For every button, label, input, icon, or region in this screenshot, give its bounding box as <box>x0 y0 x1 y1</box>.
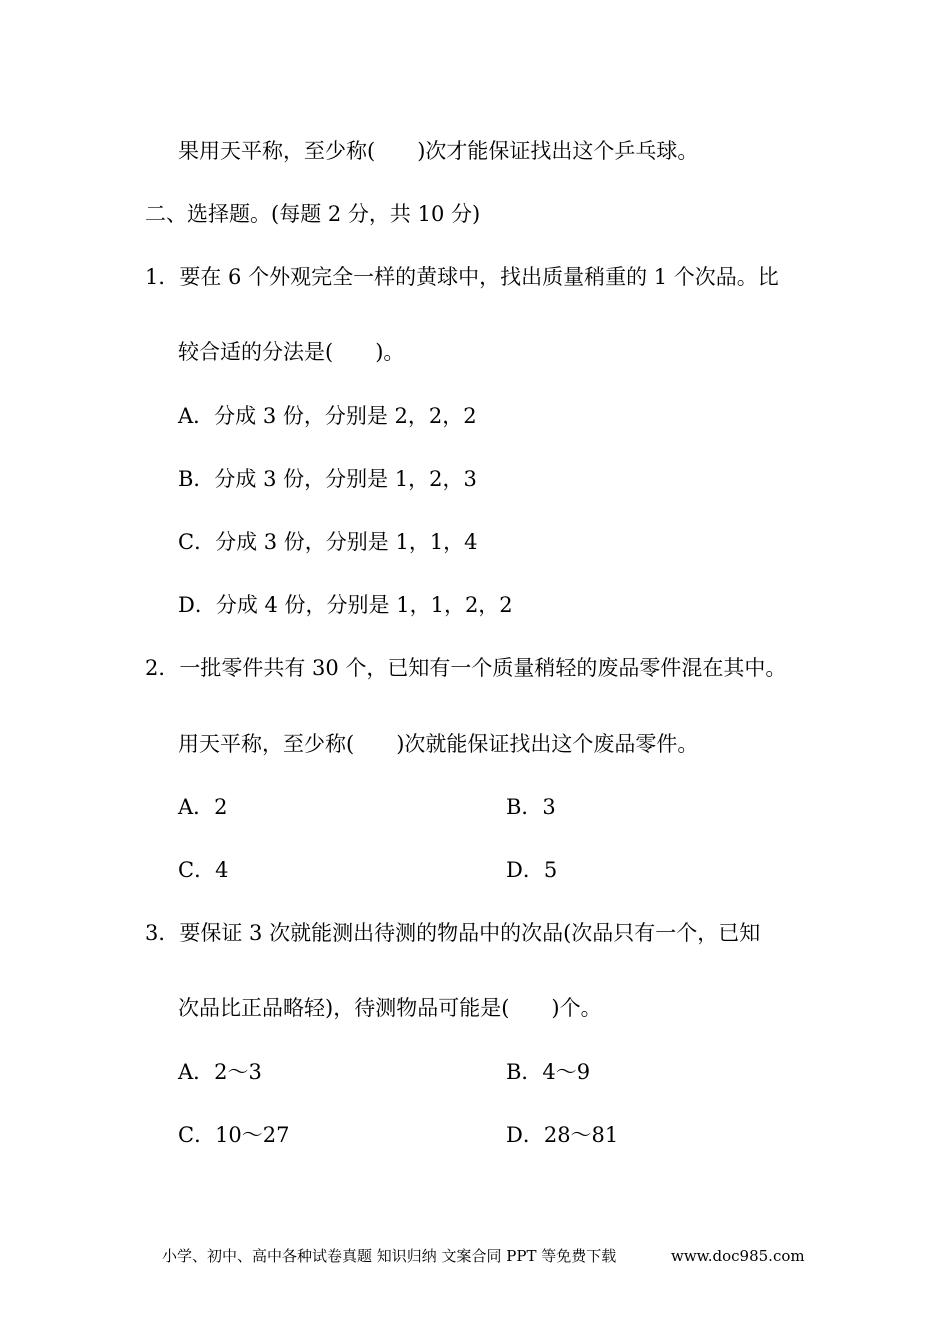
question-3-option-d: D．28～81 <box>506 1123 619 1147</box>
question-2-option-c: C．4 <box>178 858 229 882</box>
question-1-option-a: A．分成 3 份，分别是 2，2，2 <box>178 404 477 428</box>
question-1-option-c: C．分成 3 份，分别是 1，1，4 <box>178 530 478 554</box>
question-3-line-2: 次品比正品略轻)，待测物品可能是( )个。 <box>178 996 602 1020</box>
question-1-line-1: 1．要在 6 个外观完全一样的黄球中，找出质量稍重的 1 个次品。比 <box>145 265 779 289</box>
question-2-option-d: D．5 <box>506 858 558 882</box>
question-2-line-2: 用天平称，至少称( )次就能保证找出这个废品零件。 <box>178 732 699 756</box>
question-3-option-b: B．4～9 <box>506 1060 591 1084</box>
intro-tail-line: 果用天平称，至少称( )次才能保证找出这个乒乓球。 <box>178 139 699 163</box>
question-1-option-b: B．分成 3 份，分别是 1，2，3 <box>178 467 477 491</box>
question-3-option-a: A．2～3 <box>178 1060 262 1084</box>
footer-url-link[interactable]: www.doc985.com <box>671 1247 805 1265</box>
footer-text: 小学、初中、高中各种试卷真题 知识归纳 文案合同 PPT 等免费下载 <box>162 1247 617 1265</box>
question-2-line-1: 2．一批零件共有 30 个，已知有一个质量稍轻的废品零件混在其中。 <box>145 656 787 680</box>
question-2-option-a: A．2 <box>178 795 228 819</box>
question-2-option-b: B．3 <box>506 795 556 819</box>
section-title: 二、选择题。(每题 2 分，共 10 分) <box>145 202 481 226</box>
question-3-line-1: 3．要保证 3 次就能测出待测的物品中的次品(次品只有一个，已知 <box>145 921 761 945</box>
question-1-line-2: 较合适的分法是( )。 <box>178 340 405 364</box>
question-1-option-d: D．分成 4 份，分别是 1，1，2，2 <box>178 593 513 617</box>
question-3-option-c: C．10～27 <box>178 1123 290 1147</box>
